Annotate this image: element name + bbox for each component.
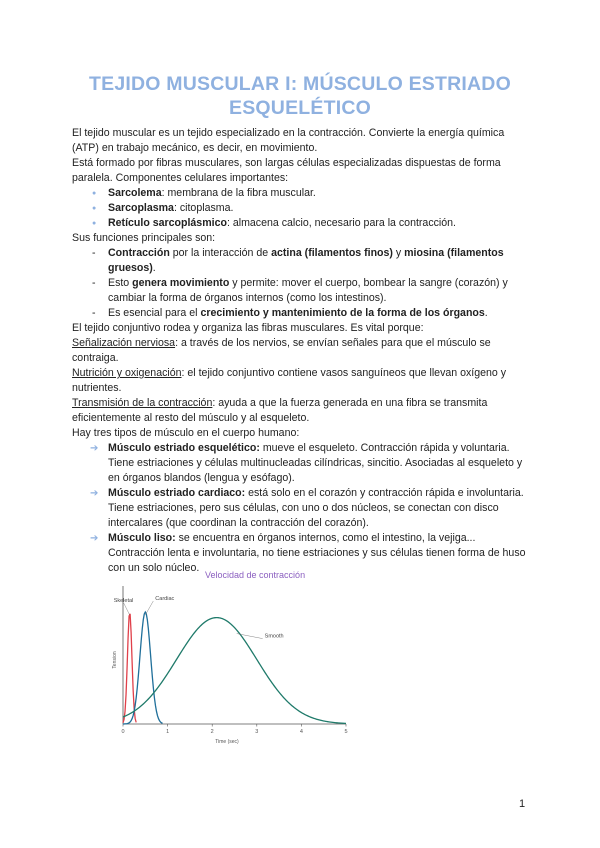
function-text: Esto: [108, 277, 133, 289]
type-term: Músculo liso:: [108, 532, 176, 544]
component-term: Sarcoplasma: [108, 202, 174, 214]
series-label-smooth: Smooth: [264, 633, 284, 640]
function-text: y: [392, 247, 405, 259]
function-bold: actina (filamentos finos): [271, 247, 393, 259]
function-bold: miosina (filamentos gruesos): [108, 247, 504, 274]
chart-title: Velocidad de contracción: [205, 570, 306, 580]
conj-desc: : ayuda a que la fuerza generada en una fibra se transmita eficientemente al resto del músculo y al esqueleto.: [72, 397, 488, 424]
intro-paragraph-1: El tejido muscular es un tejido especializado en la contracción. Convierte la energía química (ATP) en trabajo mecánico, es decir, en movimiento.: [72, 127, 505, 154]
series-leader-line: [237, 634, 263, 639]
page-number: 1: [519, 798, 526, 810]
functions-intro: Sus funciones principales son:: [72, 232, 216, 244]
conj-desc: : a través de los nervios, se envían señales para que el músculo se contraiga.: [72, 337, 491, 364]
component-desc: : almacena calcio, necesario para la contracción.: [226, 217, 457, 229]
functions-list: [72, 246, 532, 321]
y-axis-label: Tension: [112, 651, 118, 669]
x-axis-label: Time (sec): [215, 739, 239, 745]
conj-paragraph: [72, 396, 532, 426]
list-item: [92, 306, 532, 321]
list-item: [92, 216, 532, 231]
x-tick-label: 5: [344, 729, 348, 735]
list-item: [92, 201, 532, 216]
function-bold: Contracción: [108, 247, 170, 259]
series-label-cardiac: Cardiac: [155, 596, 175, 602]
function-text: .: [484, 307, 488, 319]
series-leader-line: [124, 603, 130, 615]
series-line-skeletal: [123, 614, 136, 723]
function-bold: genera movimiento: [132, 277, 230, 289]
component-desc: : citoplasma.: [173, 202, 234, 214]
function-bold: crecimiento y mantenimiento de la forma de los órganos: [200, 307, 485, 319]
function-text: y permite: mover el cuerpo, bombear la sangre (corazón) y cambiar la forma de órganos internos (como los intestinos).: [108, 277, 508, 304]
x-tick-label: 2: [210, 729, 214, 735]
component-term: Sarcolema: [108, 187, 162, 199]
function-text: por la interacción de: [169, 247, 272, 259]
conj-intro: El tejido conjuntivo rodea y organiza las fibras musculares. Es vital porque:: [72, 322, 424, 334]
component-desc: : membrana de la fibra muscular.: [161, 187, 316, 199]
list-item: [92, 246, 532, 276]
list-item: [92, 276, 532, 306]
type-desc: está solo en el corazón y contracción rápida e involuntaria. Tiene estriaciones, pero sus células, con uno o dos núcleos, se conectan con disco intercalares (que coordinan la contracción del corazón).: [108, 487, 524, 529]
conj-desc: : el tejido conjuntivo contiene vasos sanguíneos que llevan oxígeno y nutrientes.: [72, 367, 507, 394]
types-intro: Hay tres tipos de músculo en el cuerpo humano:: [72, 427, 300, 439]
conj-term: Nutrición y oxigenación: [72, 367, 182, 379]
intro-paragraph-2: Está formado por fibras musculares, son largas células especializadas dispuestas de forma paralela. Componentes celulares importantes:: [72, 157, 501, 184]
components-list: [72, 186, 532, 231]
conj-term: Señalización nerviosa: [72, 337, 176, 349]
list-item: [92, 531, 532, 576]
list-item: [92, 441, 532, 486]
x-tick-label: 1: [166, 729, 170, 735]
series-leader-line: [145, 601, 153, 615]
types-list: [72, 441, 532, 576]
function-text: Es esencial para el: [108, 307, 201, 319]
series-label-skeletal: Skeletal: [113, 598, 134, 604]
conj-paragraph: [72, 366, 532, 396]
list-item: [92, 186, 532, 201]
type-desc: mueve el esqueleto. Contracción rápida y voluntaria. Tiene estriaciones y células multinucleadas cilíndricas, sincitio. Asociadas al esqueleto y en órganos blandos (lengua y esófago).: [108, 442, 523, 484]
document-title: TEJIDO MUSCULAR I: MÚSCULO ESTRIADO ESQUELÉTICO: [89, 73, 511, 119]
type-desc: se encuentra en órganos internos, como el intestino, la vejiga... Contracción lenta e involuntaria, no tiene estriaciones y sus células tienen forma de huso con un solo núcleo.: [108, 532, 526, 574]
x-tick-label: 3: [255, 729, 259, 735]
conj-paragraph: [72, 336, 532, 366]
document-body: [72, 126, 532, 576]
contraction-chart: [112, 572, 357, 747]
function-text: .: [152, 262, 156, 274]
x-tick-label: 0: [121, 729, 125, 735]
x-tick-label: 4: [299, 729, 303, 735]
type-term: Músculo estriado esquelético:: [108, 442, 260, 454]
component-term: Retículo sarcoplásmico: [108, 217, 227, 229]
list-item: [92, 486, 532, 531]
conj-term: Transmisión de la contracción: [72, 397, 213, 409]
type-term: Músculo estriado cardiaco:: [108, 487, 246, 499]
